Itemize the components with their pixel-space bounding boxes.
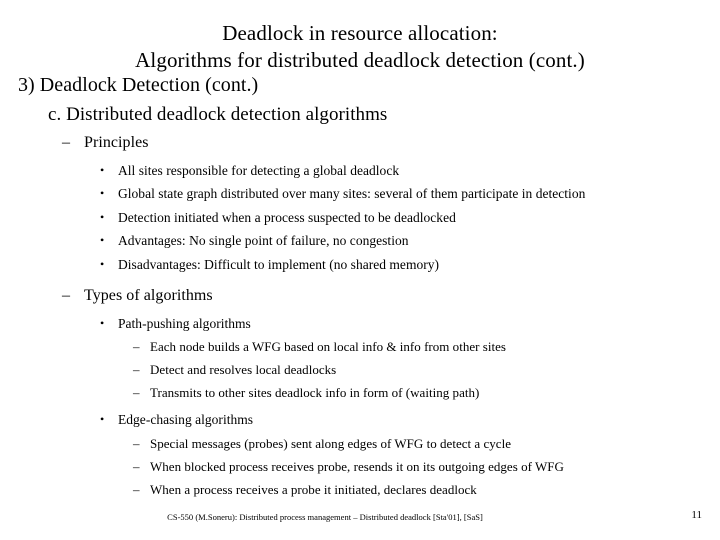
bullet-marker-icon: • (100, 412, 105, 427)
slide-body (0, 70, 720, 501)
bullet-marker-icon: • (100, 233, 105, 248)
sub-list-item (0, 381, 720, 404)
list-item (0, 408, 720, 431)
heading-distributed-algorithms: c. Distributed deadlock detection algorithms (48, 104, 388, 125)
spacer (0, 276, 720, 283)
dash-marker-icon: – (133, 339, 140, 355)
sub-list-item (0, 335, 720, 358)
list-item-label: Edge-chasing algorithms (118, 412, 254, 428)
sub-list-item-label: When blocked process receives probe, resends it on its outgoing edges of WFG (150, 458, 564, 474)
sub-list-item-label: Transmits to other sites deadlock info in form of (waiting path) (150, 385, 480, 401)
section-heading-types-of-algorithms (0, 283, 720, 308)
list-item (0, 253, 720, 276)
bullet-marker-icon: • (100, 209, 105, 224)
sub-list-item-label: Each node builds a WFG based on local info & info from other sites (150, 339, 506, 355)
list-item-label: Disadvantages: Difficult to implement (no shared memory) (118, 256, 440, 272)
list-item-label: All sites responsible for detecting a global deadlock (118, 163, 400, 178)
bullet-marker-icon: • (100, 163, 105, 177)
list-item-label: Path-pushing algorithms (118, 316, 251, 332)
list-item (0, 229, 720, 252)
dash-marker-icon: – (62, 134, 71, 151)
section-heading-principles (0, 130, 720, 155)
title-line-1: Deadlock in resource allocation: (222, 21, 498, 46)
bullet-marker-icon: • (100, 316, 105, 331)
dash-marker-icon: – (133, 481, 140, 497)
list-item (0, 182, 720, 205)
page-number: 11 (691, 509, 702, 521)
list-item (0, 206, 720, 229)
heading-deadlock-detection: 3) Deadlock Detection (cont.) (18, 74, 259, 96)
footer-citation: CS-550 (M.Soneru): Distributed process management – Distributed deadlock [Sta'01], [SaS] (167, 512, 483, 522)
dash-marker-icon: – (62, 287, 71, 305)
list-item-label: Advantages: No single point of failure, no congestion (118, 233, 409, 249)
sub-list-item-label: Special messages (probes) sent along edges of WFG to detect a cycle (150, 435, 512, 451)
list-item (0, 312, 720, 335)
sub-list-item-label: Detect and resolves local deadlocks (150, 362, 337, 378)
sub-list-item (0, 432, 720, 455)
list-item-label: Detection initiated when a process suspected to be deadlocked (118, 209, 456, 225)
sub-list-item (0, 478, 720, 501)
dash-marker-icon: – (133, 362, 140, 378)
section-heading-label: Types of algorithms (84, 287, 213, 305)
sub-list-item (0, 358, 720, 381)
list-item (0, 159, 720, 182)
section-heading-label: Principles (84, 134, 149, 151)
title-line-2: Algorithms for distributed deadlock detection (cont.) (135, 48, 585, 73)
sub-list-item (0, 455, 720, 478)
bullet-marker-icon: • (100, 186, 105, 201)
page-title (0, 20, 720, 74)
bullet-marker-icon: • (100, 256, 105, 271)
dash-marker-icon: – (133, 435, 140, 451)
sub-list-item-label: When a process receives a probe it initiated, declares deadlock (150, 481, 477, 497)
dash-marker-icon: – (133, 385, 140, 401)
list-item-label: Global state graph distributed over many sites: several of them participate in detection (118, 186, 586, 202)
dash-marker-icon: – (133, 458, 140, 474)
